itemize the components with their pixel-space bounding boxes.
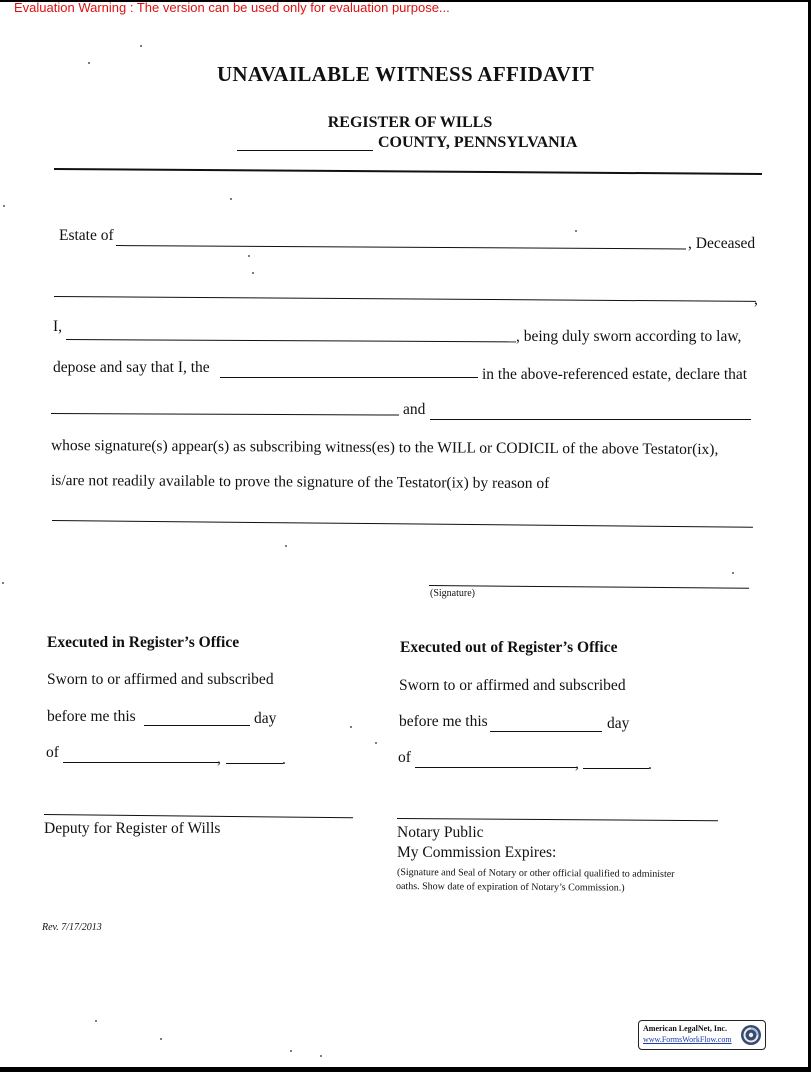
notary-signature-field[interactable]	[397, 818, 718, 821]
deceased-label: , Deceased	[688, 235, 756, 252]
scan-speck	[252, 272, 254, 274]
referenced-text: in the above-referenced estate, declare that	[482, 366, 748, 383]
right-sworn-text: Sworn to or affirmed and subscribed	[399, 677, 626, 694]
signature-label: (Signature)	[430, 588, 475, 599]
scan-speck	[230, 198, 232, 200]
scan-speck	[375, 742, 377, 744]
witness-one-field[interactable]	[51, 413, 399, 416]
left-day-field[interactable]	[144, 725, 250, 726]
publisher-url-link[interactable]: www.FormsWorkFlow.com	[643, 1035, 732, 1044]
left-month-field[interactable]	[63, 762, 219, 763]
document-title: UNAVAILABLE WITNESS AFFIDAVIT	[216, 62, 595, 86]
and-label: and	[403, 401, 426, 418]
right-year-field[interactable]	[583, 768, 649, 769]
notary-note-line-2: oaths. Show date of expiration of Notary’s Commission.)	[395, 881, 625, 894]
commission-expires-label: My Commission Expires:	[397, 844, 557, 861]
scan-speck	[2, 582, 4, 584]
capacity-field[interactable]	[220, 377, 478, 378]
right-day-label: day	[607, 715, 630, 732]
left-year-field[interactable]	[226, 763, 283, 764]
reason-field[interactable]	[52, 520, 753, 528]
left-day-label: day	[254, 710, 277, 727]
scan-edge-bottom	[0, 1067, 811, 1072]
sworn-text: , being duly sworn according to law,	[516, 328, 742, 345]
globe-logo-icon	[739, 1023, 763, 1047]
publisher-badge	[638, 1020, 766, 1050]
affiant-name-field[interactable]	[66, 339, 516, 342]
right-comma: ,	[575, 755, 579, 772]
notary-note-line-1: (Signature and Seal of Notary or other official qualified to administer	[396, 867, 675, 880]
estate-label: Estate of	[59, 227, 114, 244]
estate-name-field[interactable]	[116, 245, 686, 249]
left-before-me-label: before me this	[47, 708, 136, 725]
right-period: .	[648, 756, 652, 773]
county-label: COUNTY, PENNSYLVANIA	[378, 134, 578, 151]
signature-field[interactable]	[429, 585, 749, 589]
revision-date: Rev. 7/17/2013	[42, 922, 102, 933]
witness-two-field[interactable]	[430, 419, 751, 420]
estate-continuation-field[interactable]	[54, 296, 756, 302]
not-available-text: is/are not readily available to prove the signature of the Testator(ix) by reason of	[50, 472, 550, 493]
continuation-comma: ,	[754, 291, 758, 308]
left-comma: ,	[217, 750, 221, 767]
scan-speck	[248, 255, 250, 257]
i-label: I,	[53, 318, 63, 335]
county-name-field[interactable]	[237, 150, 373, 151]
left-heading: Executed in Register’s Office	[47, 634, 240, 651]
right-before-me-label: before me this	[399, 713, 488, 730]
scan-speck	[160, 1038, 162, 1040]
depose-text: depose and say that I, the	[53, 359, 210, 376]
scan-speck	[575, 230, 577, 232]
register-of-wills-heading: REGISTER OF WILLS	[327, 114, 493, 131]
scan-speck	[95, 1020, 97, 1022]
right-heading: Executed out of Register’s Office	[400, 639, 618, 656]
deputy-signature-field[interactable]	[44, 814, 353, 818]
whose-signature-text: whose signature(s) appear(s) as subscribing witness(es) to the WILL or CODICIL of the above Testator(ix),	[50, 437, 719, 459]
scan-speck	[350, 726, 352, 728]
right-of-label: of	[398, 749, 411, 766]
scan-speck	[88, 62, 90, 64]
left-period: .	[282, 751, 286, 768]
scan-speck	[3, 205, 5, 207]
scan-speck	[140, 45, 142, 47]
left-sworn-text: Sworn to or affirmed and subscribed	[47, 671, 274, 688]
header-rule	[54, 168, 762, 175]
notary-public-label: Notary Public	[397, 824, 484, 841]
evaluation-warning: Evaluation Warning : The version can be used only for evaluation purpose...	[14, 0, 450, 15]
right-month-field[interactable]	[415, 767, 576, 768]
scan-speck	[285, 545, 287, 547]
scan-speck	[320, 1055, 322, 1057]
publisher-name: American LegalNet, Inc.	[643, 1024, 727, 1033]
deputy-label: Deputy for Register of Wills	[44, 820, 221, 837]
left-of-label: of	[46, 744, 59, 761]
right-day-field[interactable]	[490, 731, 602, 732]
scan-speck	[732, 572, 734, 574]
scan-speck	[290, 1050, 292, 1052]
